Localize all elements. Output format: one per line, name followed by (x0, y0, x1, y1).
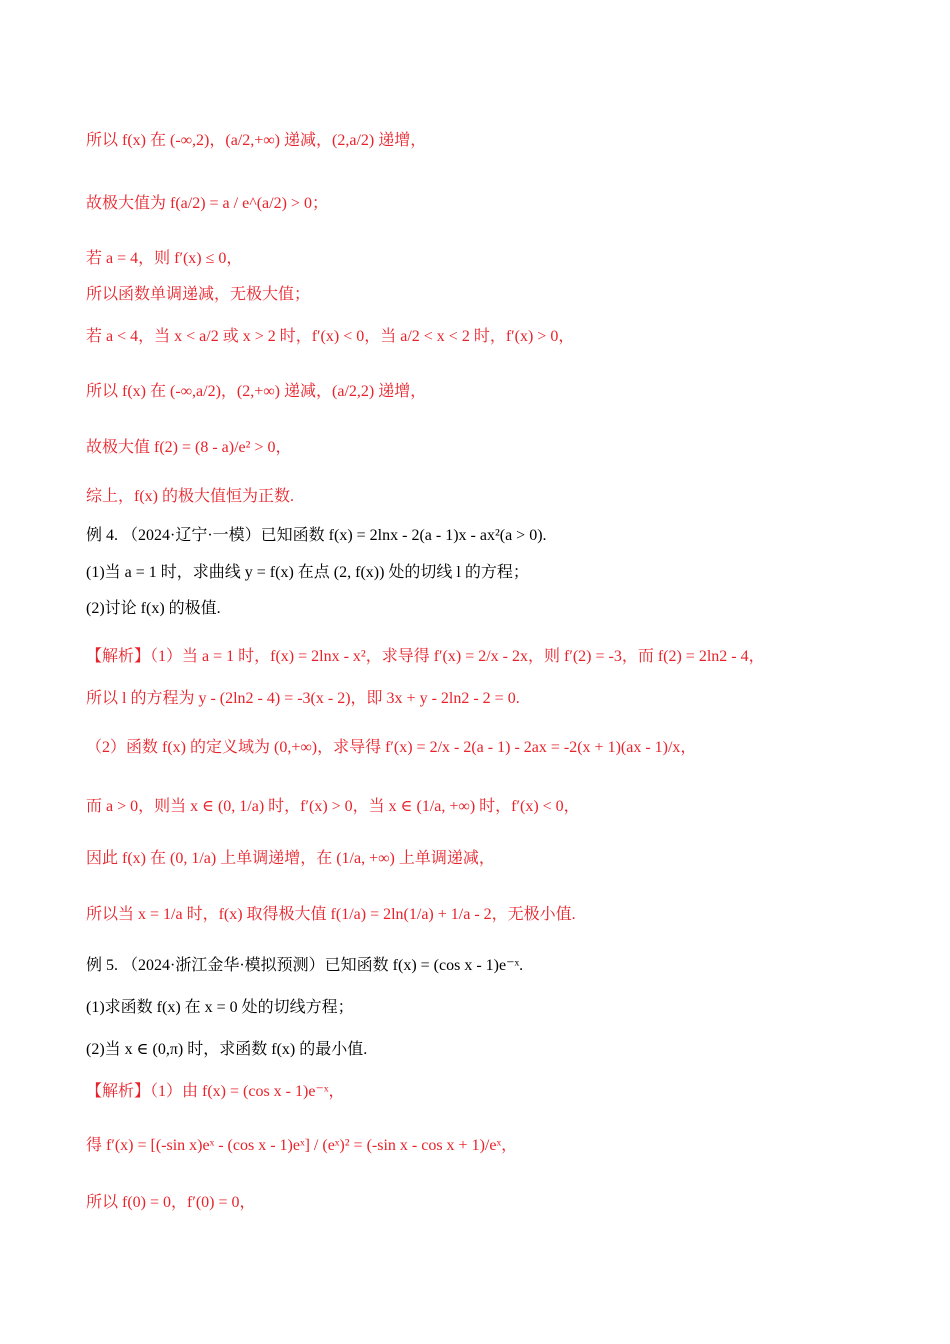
solution-line: 所以当 x = 1/a 时，f(x) 取得极大值 f(1/a) = 2ln(1/a) + 1/a - 2，无极小值. (86, 906, 576, 923)
solution-line: （2）函数 f(x) 的定义域为 (0,+∞)，求导得 f′(x) = 2/x - 2(a - 1) - 2ax = -2(x + 1)(ax - 1)/x， (86, 739, 697, 756)
text-line: (2)讨论 f(x) 的极值. (86, 600, 221, 617)
example-heading: 例 4. （2024·辽宁·一模）已知函数 f(x) = 2lnx - 2(a - 1)x - ax²(a > 0). (86, 527, 547, 544)
text-line: 若 a < 4，当 x < a/2 或 x > 2 时，f′(x) < 0，当 a/2 < x < 2 时，f′(x) > 0， (86, 328, 575, 345)
solution-line: 而 a > 0，则当 x ∈ (0, 1/a) 时，f′(x) > 0，当 x ∈ (1/a, +∞) 时，f′(x) < 0， (86, 798, 580, 815)
text-line: 所以函数单调递减，无极大值； (86, 286, 311, 303)
text-line: (1)当 a = 1 时，求曲线 y = f(x) 在点 (2, f(x)) 处的切线 l 的方程； (86, 564, 529, 581)
solution-line: 所以 l 的方程为 y - (2ln2 - 4) = -3(x - 2)，即 3x + y - 2ln2 - 2 = 0. (86, 690, 520, 707)
solution-line: 【解析】（1）由 f(x) = (cos x - 1)e⁻ˣ， (86, 1083, 345, 1100)
solution-line: 因此 f(x) 在 (0, 1/a) 上单调递增，在 (1/a, +∞) 上单调递减， (86, 850, 495, 867)
solution-line: 得 f′(x) = [(-sin x)eˣ - (cos x - 1)eˣ] / (eˣ)² = (-sin x - cos x + 1)/eˣ， (86, 1137, 518, 1154)
solution-line: 【解析】（1）当 a = 1 时，f(x) = 2lnx - x²，求导得 f′(x) = 2/x - 2x，则 f′(2) = -3，而 f(2) = 2ln2 - 4， (86, 648, 765, 665)
text-line: 故极大值 f(2) = (8 - a)/e² > 0， (86, 439, 292, 456)
example-heading: 例 5. （2024·浙江金华·模拟预测）已知函数 f(x) = (cos x - 1)e⁻ˣ. (86, 957, 524, 974)
text-line: 综上，f(x) 的极大值恒为正数. (86, 488, 294, 505)
solution-line: 所以 f(0) = 0，f′(0) = 0， (86, 1194, 256, 1211)
text-line: 所以 f(x) 在 (-∞,2)，(a/2,+∞) 递减，(2,a/2) 递增， (86, 132, 427, 149)
text-line: 所以 f(x) 在 (-∞,a/2)，(2,+∞) 递减，(a/2,2) 递增， (86, 383, 427, 400)
text-line: (2)当 x ∈ (0,π) 时，求函数 f(x) 的最小值. (86, 1041, 368, 1058)
text-line: 故极大值为 f(a/2) = a / e^(a/2) > 0； (86, 195, 328, 212)
text-line: 若 a = 4，则 f′(x) ≤ 0， (86, 250, 243, 267)
text-line: (1)求函数 f(x) 在 x = 0 处的切线方程； (86, 999, 354, 1016)
